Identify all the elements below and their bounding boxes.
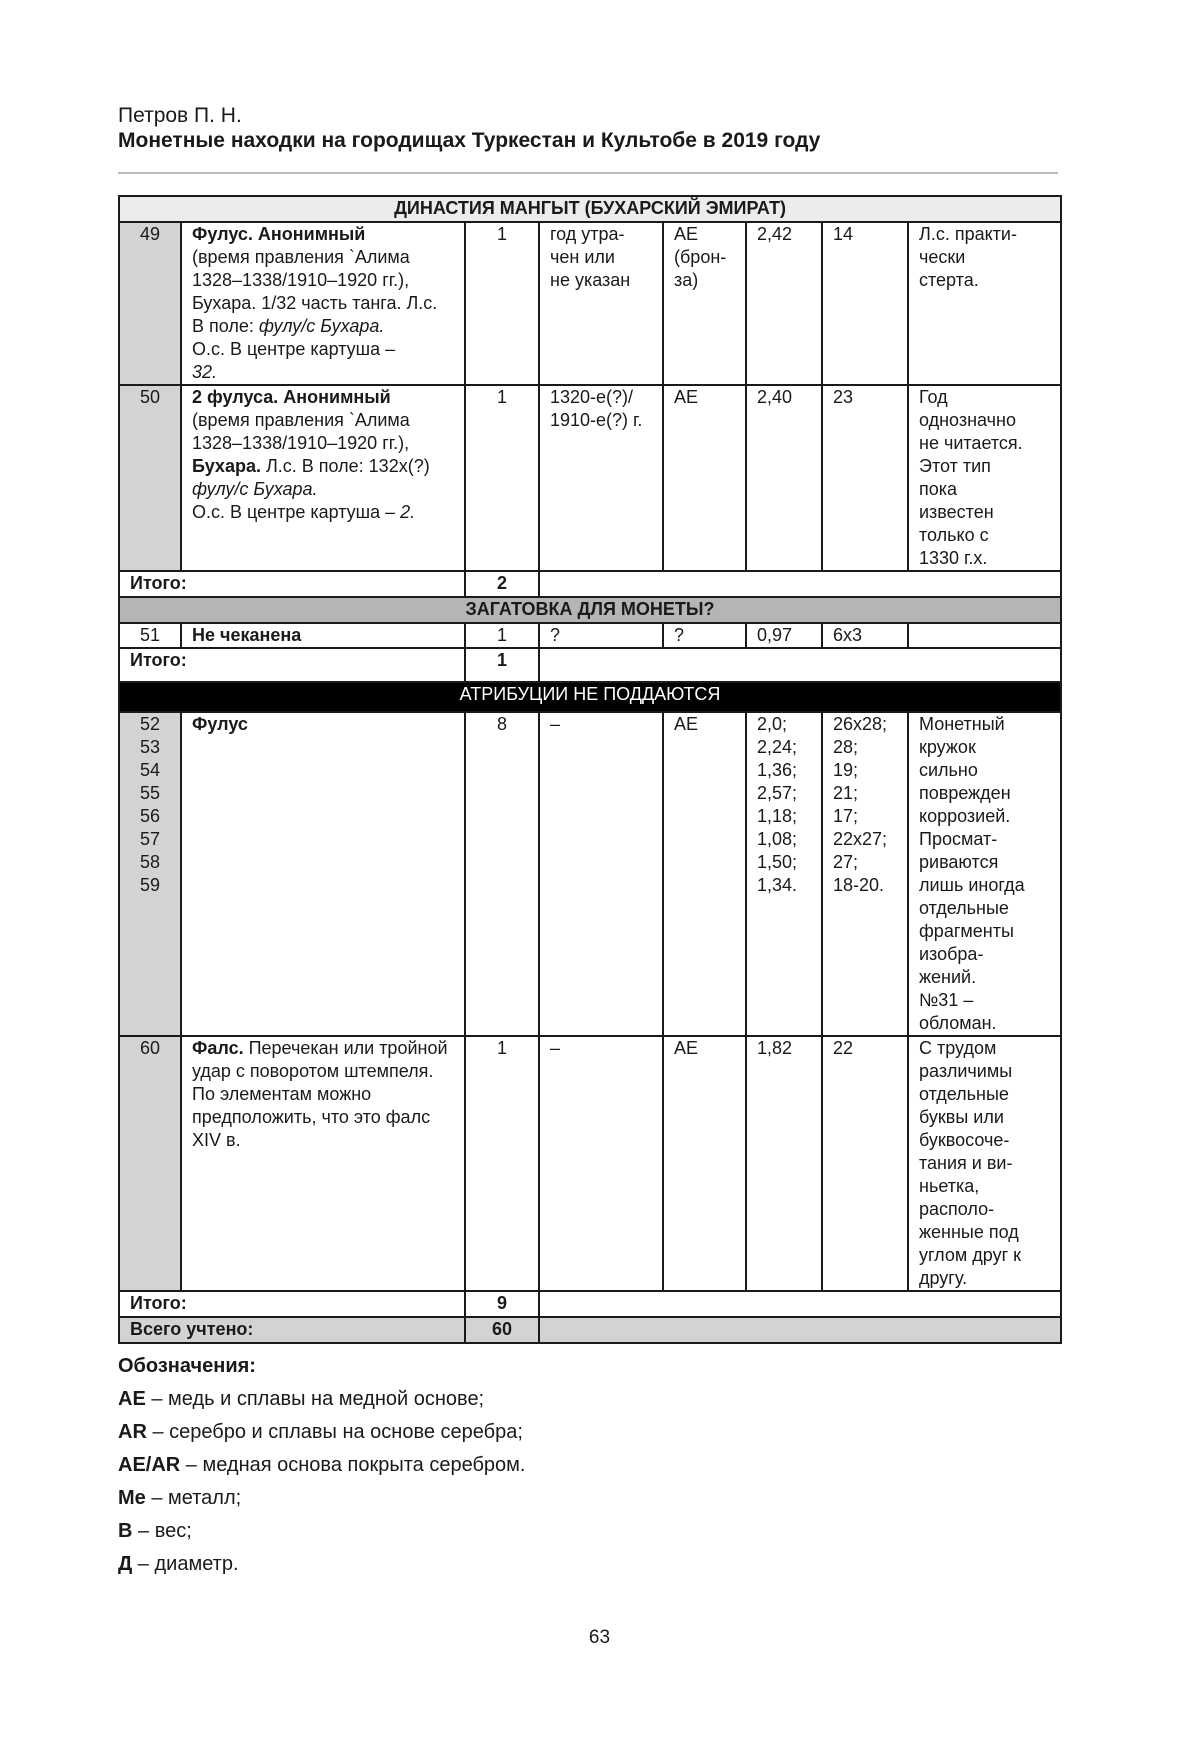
metal-cell: АЕ: [663, 385, 746, 571]
metal-cell: ?: [663, 623, 746, 648]
table-row: [119, 1036, 1061, 1291]
coin-name: Фалс.: [192, 1038, 244, 1058]
quantity-cell: 8: [465, 712, 539, 1036]
coin-desc-legend: фулу/с Бухара.: [258, 316, 385, 336]
page-number: 63: [588, 1627, 611, 1648]
legend-code: Д: [118, 1553, 133, 1575]
coin-finds-table: [118, 195, 1062, 1344]
section-header-unattributed: [119, 682, 1061, 712]
legend-item: [118, 1416, 525, 1449]
coin-desc-legend: фулу/с Бухара.: [192, 479, 318, 499]
page-header: [118, 104, 1058, 154]
grand-total-empty: [539, 1317, 1061, 1343]
row-number: 60: [119, 1036, 181, 1291]
legend-code: АЕ: [118, 1388, 146, 1410]
subtotal-row: [119, 1291, 1061, 1317]
coin-desc-text: (время правления `Алима 1328–1338/1910–1920 гг.),: [192, 410, 410, 453]
table-row: [119, 623, 1061, 648]
grand-total-row: [119, 1317, 1061, 1343]
coin-desc-text: О.с. В центре картуша –: [192, 502, 396, 522]
date-cell: –: [539, 1036, 663, 1291]
section-title: ЗАГАТОВКА ДЛЯ МОНЕТЫ?: [119, 597, 1061, 623]
table-row: [119, 222, 1061, 385]
grand-total-value: 60: [465, 1317, 539, 1343]
subtotal-value: 2: [465, 571, 539, 597]
legend: [118, 1350, 525, 1581]
coin-desc-legend: 32.: [192, 362, 218, 382]
coin-name: 2 фулуса. Анонимный: [192, 387, 391, 407]
legend-text: – медная основа покрыта серебром.: [180, 1454, 526, 1476]
diameter-cell: 26х28; 28; 19; 21; 17; 22х27; 27; 18-20.: [822, 712, 908, 1036]
row-number: 50: [119, 385, 181, 571]
legend-item: [118, 1482, 525, 1515]
legend-item: [118, 1548, 525, 1581]
coin-desc-legend: 2.: [400, 502, 416, 522]
subtotal-value: 9: [465, 1291, 539, 1317]
row-number: 49: [119, 222, 181, 385]
diameter-cell: 14: [822, 222, 908, 385]
section-header-blank: [119, 597, 1061, 623]
coin-name: Фулус. Анонимный: [192, 224, 366, 244]
coin-name: Не чеканена: [181, 623, 465, 648]
date-cell: год утра- чен или не указан: [539, 222, 663, 385]
coin-desc-mint: Бухара.: [192, 456, 261, 476]
article-title: Монетные находки на городищах Туркестан и Культобе в 2019 году: [118, 129, 821, 152]
legend-code: AR: [118, 1421, 147, 1443]
date-cell: ?: [539, 623, 663, 648]
subtotal-empty: [539, 648, 1061, 682]
legend-item: [118, 1515, 525, 1548]
diameter-cell: 22: [822, 1036, 908, 1291]
coin-desc-text: Перечекан или тройной удар с поворотом штемпеля.: [192, 1038, 448, 1081]
legend-text: – вес;: [132, 1520, 192, 1542]
section-title: АТРИБУЦИИ НЕ ПОДДАЮТСЯ: [119, 682, 1061, 712]
legend-item: [118, 1449, 525, 1482]
weight-cell: 1,82: [746, 1036, 822, 1291]
note-cell: Год однозначно не читается. Этот тип пока известен только с 1330 г.х.: [908, 385, 1061, 571]
diameter-cell: 6х3: [822, 623, 908, 648]
coin-desc-text: По элементам можно предположить, что это фалс XIV в.: [192, 1084, 431, 1150]
legend-code: АЕ/AR: [118, 1454, 181, 1476]
section-header-mangyt: [119, 196, 1061, 222]
coin-description: [181, 385, 465, 571]
grand-total-label: Всего учтено:: [119, 1317, 465, 1343]
note-cell: Л.с. практи- чески стерта.: [908, 222, 1061, 385]
subtotal-row: [119, 648, 1061, 682]
subtotal-label: Итого:: [119, 1291, 465, 1317]
header-divider: [118, 172, 1058, 174]
metal-cell: АЕ: [663, 1036, 746, 1291]
coin-description: [181, 222, 465, 385]
table-row: [119, 385, 1061, 571]
legend-text: – диаметр.: [132, 1553, 239, 1575]
row-number: 51: [119, 623, 181, 648]
quantity-cell: 1: [465, 385, 539, 571]
subtotal-row: [119, 571, 1061, 597]
note-cell: [908, 623, 1061, 648]
legend-heading: Обозначения:: [118, 1355, 256, 1377]
weight-cell: 2,40: [746, 385, 822, 571]
legend-item: [118, 1383, 525, 1416]
section-title: ДИНАСТИЯ МАНГЫТ (БУХАРСКИЙ ЭМИРАТ): [119, 196, 1061, 222]
coin-desc-text: О.с. В центре картуша –: [192, 339, 396, 359]
subtotal-empty: [539, 1291, 1061, 1317]
quantity-cell: 1: [465, 1036, 539, 1291]
row-numbers: 52 53 54 55 56 57 58 59: [119, 712, 181, 1036]
legend-text: – медь и сплавы на медной основе;: [145, 1388, 485, 1410]
subtotal-empty: [539, 571, 1061, 597]
coin-desc-text: Л.с. В поле: 132х(?): [260, 456, 430, 476]
metal-cell: АЕ (брон- за): [663, 222, 746, 385]
note-cell: Монетный кружок сильно поврежден коррозией. Просмат- риваются лишь иногда отдельные фрагменты изобра- жений. №31 – обломан.: [908, 712, 1061, 1036]
weight-cell: 0,97: [746, 623, 822, 648]
quantity-cell: 1: [465, 623, 539, 648]
legend-text: – серебро и сплавы на основе серебра;: [146, 1421, 523, 1443]
legend-code: В: [118, 1520, 133, 1542]
coin-description: [181, 1036, 465, 1291]
diameter-cell: 23: [822, 385, 908, 571]
table-row: [119, 712, 1061, 1036]
subtotal-label: Итого:: [119, 648, 465, 682]
subtotal-label: Итого:: [119, 571, 465, 597]
legend-text: – металл;: [145, 1487, 242, 1509]
quantity-cell: 1: [465, 222, 539, 385]
note-cell: С трудом различимы отдельные буквы или буквосоче- тания и ви- ньетка, располо- женные под углом друг к другу.: [908, 1036, 1061, 1291]
weight-cell: 2,42: [746, 222, 822, 385]
author-name: Петров П. Н.: [118, 104, 242, 127]
subtotal-value: 1: [465, 648, 539, 682]
coin-desc-text: (время правления `Алима 1328–1338/1910–1920 гг.), Бухара. 1/32 часть танга. Л.с. В поле:: [192, 247, 438, 336]
legend-code: Ме: [118, 1487, 146, 1509]
date-cell: –: [539, 712, 663, 1036]
coin-name: Фулус: [181, 712, 465, 1036]
date-cell: 1320-е(?)/ 1910-е(?) г.: [539, 385, 663, 571]
metal-cell: АЕ: [663, 712, 746, 1036]
weight-cell: 2,0; 2,24; 1,36; 2,57; 1,18; 1,08; 1,50; 1,34.: [746, 712, 822, 1036]
